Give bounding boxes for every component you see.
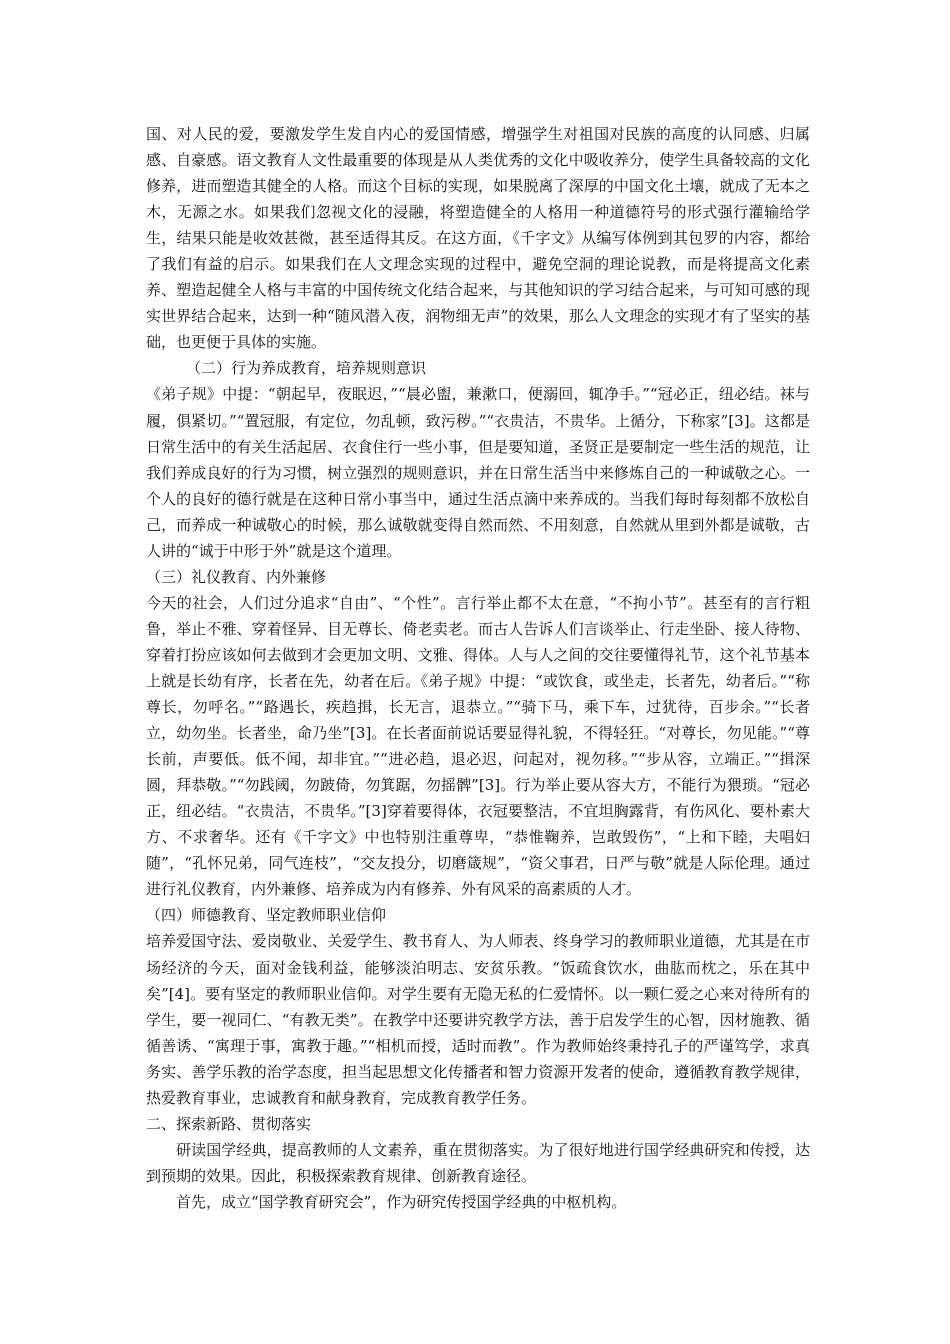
- paragraph-teacher-ethics: 培养爱国守法、爱岗敬业、关爱学生、教书育人、为人师表、终身学习的教师职业道德，尤其是在市场经济的今天，面对金钱利益，能够淡泊明志、安贫乐教。“饭疏食饮水，曲肱而枕之，乐在其中矣”[4]。要有坚定的教师职业信仰。对学生要有无隐无私的仁爱情怀。以一颗仁爱之心来对待所有的学生，要一视同仁、“有教无类”。在教学中还要讲究教学方法，善于启发学生的心智，因材施教、循循善诱、“寓理于事，寓教于趣。”“相机而授，适时而教”。作为教师始终秉持孔子的严谨笃学，求真务实、善学乐教的治学态度，担当起思想文化传播者和智力资源开发者的使命，遵循教育教学规律，热爱教育事业，忠诚教育和献身教育，完成教育教学任务。: [146, 932, 810, 1107]
- paragraph-humanistic-education: 国、对人民的爱，要激发学生发自内心的爱国情感，增强学生对祖国对民族的高度的认同感、归属感、自豪感。语文教育人文性最重要的体现是从人类优秀的文化中吸收养分，使学生具备较高的文化修养，进而塑造其健全的人格。而这个目标的实现，如果脱离了深厚的中国文化土壤，就成了无本之木，无源之水。如果我们忽视文化的浸融，将塑造健全的人格用一种道德符号的形式强行灌输给学生，结果只能是收效甚微，甚至适得其反。在这方面，《千字文》从编写体例到其包罗的内容，都给了我们有益的启示。如果我们在人文理念实现的过程中，避免空洞的理论说教，而是将提高文化素养、塑造起健全人格与丰富的中国传统文化结合起来，与其他知识的学习结合起来，与可知可感的现实世界结合起来，达到一种“随风潜入夜，润物细无声”的效果，那么人文理念的实现才有了坚实的基础，也更便于具体的实施。: [146, 125, 810, 352]
- document-page: [146, 121, 810, 1215]
- paragraph-etiquette: 今天的社会，人们过分追求“自由”、“个性”。言行举止都不太在意，“不拘小节”。甚至有的言行粗鲁，举止不雅、穿着怪异、目无尊长、倚老卖老。而古人告诉人们言谈举止、行走坐卧、接人待物、穿着打扮应该如何去做到才会更加文明、文雅、得体。人与人之间的交往要懂得礼节，这个礼节基本上就是长幼有序，长者在先，幼者在后。《弟子规》中提：“或饮食，或坐走，长者先，幼者后。”“称尊长，勿呼名。”“路遇长，疾趋揖，长无言，退恭立。”“骑下马，乘下车，过犹待，百步余。”“长者立，幼勿坐。长者坐，命乃坐”[3]。在长者面前说话要显得礼貌，不得轻狂。“对尊长，勿见能。”“尊长前，声要低。低不闻，却非宜。”“进必趋，退必迟，问起对，视勿移。”“步从容，立端正。”“揖深圆，拜恭敬。”“勿践阈，勿跛倚，勿箕踞，勿摇髀”[3]。行为举止要从容大方，不能行为猥琐。“冠必正，纽必结。“衣贵洁，不贵华。”[3]穿着要得体，衣冠要整洁，不宜坦胸露背，有伤风化、要朴素大方、不求奢华。还有《千字文》中也特别注重尊卑，“恭惟鞠养，岂敢毁伤”，“上和下睦，夫唱妇随”，“孔怀兄弟，同气连枝”，“交友投分，切磨箴规”，“资父事君，日严与敬”就是人际伦理。通过进行礼仪教育，内外兼修、培养成为内有修养、外有风采的高素质的人才。: [146, 593, 810, 899]
- section-heading-behavior-education: （二）行为养成教育，培养规则意识: [186, 359, 427, 378]
- paragraph-dizigui-daily-life: 《弟子规》中提：“朝起早，夜眠迟，”“晨必盥，兼漱口，便溺回，辄净手。”“冠必正，纽必结。袜与履，俱紧切。”“置冠服，有定位，勿乱顿，致污秽。”“衣贵洁，不贵华。上循分，下称家”[3]。这都是日常生活中的有关生活起居、衣食住行一些小事，但是要知道，圣贤正是要制定一些生活的规范，让我们养成良好的行为习惯，树立强烈的规则意识，并在日常生活当中来修炼自己的一种诚敬之心。一个人的良好的德行就是在这种日常小事当中，通过生活点滴中来养成的。当我们每时每刻都不放松自己，而养成一种诚敬心的时候，那么诚敬就变得自然而然、不用刻意，自然就从里到外都是诚敬，古人讲的“诚于中形于外”就是这个道理。: [146, 385, 810, 560]
- section-heading-explore-new-paths: 二、探索新路、贯彻落实: [146, 1114, 312, 1133]
- paragraph-first-step: 首先，成立“国学教育研究会”，作为研究传授国学经典的中枢机构。: [176, 1192, 627, 1211]
- paragraph-implementation: 研读国学经典，提高教师的人文素养，重在贯彻落实。为了很好地进行国学经典研究和传授，达到预期的效果。因此，积极探索教育规律、创新教育途径。: [146, 1140, 810, 1185]
- section-heading-teacher-ethics: （四）师德教育、坚定教师职业信仰: [146, 906, 387, 925]
- section-heading-etiquette-education: （三）礼仪教育、内外兼修: [146, 567, 327, 586]
